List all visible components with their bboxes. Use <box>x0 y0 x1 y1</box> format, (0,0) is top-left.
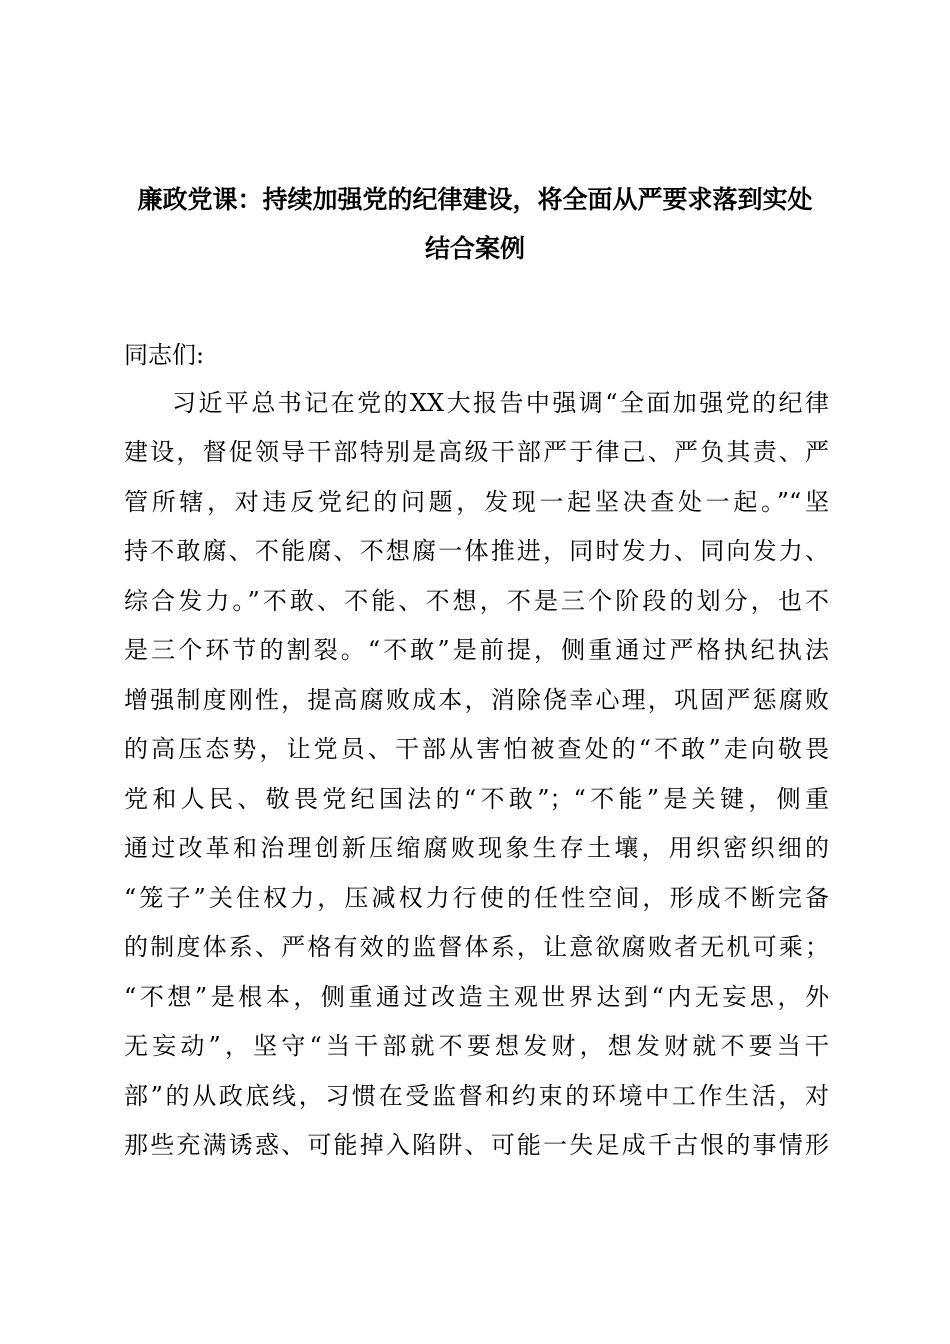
body-line: 是三个环节的割裂。“不敢”是前提，侧重通过严格执纪执法 <box>124 636 829 664</box>
body-line: 增强制度刚性，提高腐败成本，消除侥幸心理，巩固严惩腐败 <box>124 686 829 714</box>
body-line: 综合发力。”不敢、不能、不想，不是三个阶段的划分，也不 <box>124 587 829 615</box>
body-line: 无妄动”，坚守“当干部就不要想发财，想发财就不要当干 <box>124 1032 829 1060</box>
body-line: 那些充满诱惑、可能掉入陷阱、可能一失足成千古恨的事情形 <box>124 1131 829 1159</box>
body-line: 党和人民、敬畏党纪国法的“不敢”；“不能”是关键，侧重 <box>124 785 829 813</box>
document-title-line-2: 结合案例 <box>424 234 525 263</box>
body-line: 习近平总书记在党的XX大报告中强调“全面加强党的纪律 <box>172 389 829 417</box>
body-line: 管所辖，对违反党纪的问题，发现一起坚决查处一起。”“坚 <box>124 488 829 516</box>
body-line: 建设，督促领导干部特别是高级干部严于律己、严负其责、严 <box>124 438 829 466</box>
body-line: 持不敢腐、不能腐、不想腐一体推进，同时发力、同向发力、 <box>124 537 829 565</box>
document-title-line-1: 廉政党课：持续加强党的纪律建设，将全面从严要求落到实处 <box>137 185 813 214</box>
body-line: “笼子”关住权力，压减权力行使的任性空间，形成不断完备 <box>124 884 829 912</box>
body-line: 的制度体系、严格有效的监督体系，让意欲腐败者无机可乘； <box>124 933 829 961</box>
body-line: “不想”是根本，侧重通过改造主观世界达到“内无妄思，外 <box>124 983 829 1011</box>
body-line: 通过改革和治理创新压缩腐败现象生存土壤，用织密织细的 <box>124 834 829 862</box>
body-line: 部”的从政底线，习惯在受监督和约束的环境中工作生活，对 <box>124 1082 829 1110</box>
salutation: 同志们: <box>124 341 205 369</box>
body-line: 的高压态势，让党员、干部从害怕被查处的“不敢”走向敬畏 <box>124 735 829 763</box>
